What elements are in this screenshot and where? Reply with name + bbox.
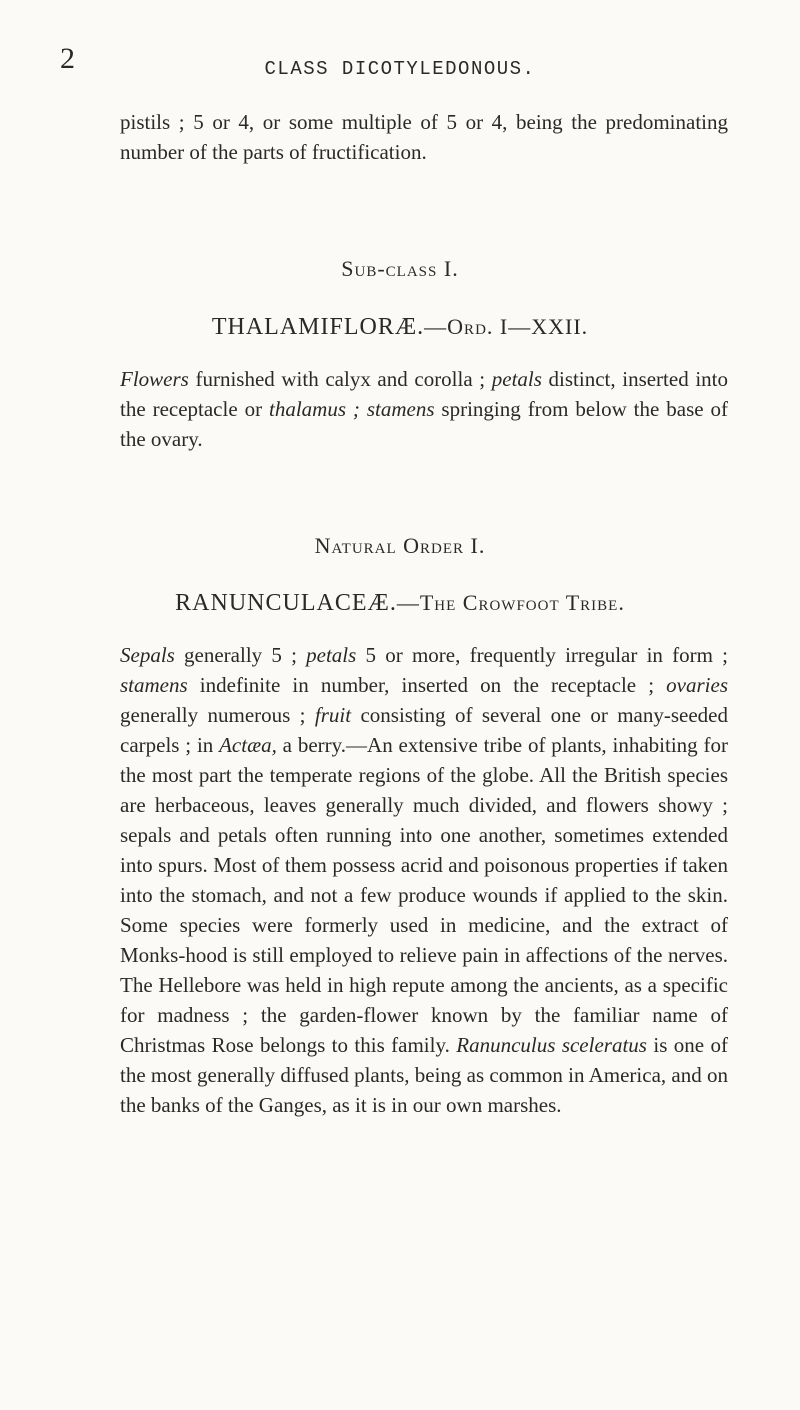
intro-paragraph: pistils ; 5 or 4, or some multiple of 5 or 4, being the predominating number of the parts of fructification.	[120, 110, 728, 164]
text-run: furnished with calyx and corolla ;	[188, 367, 492, 391]
term-actaea: Actæa,	[219, 733, 277, 757]
term-petals: petals	[306, 643, 357, 667]
term-sepals: Sepals	[120, 643, 175, 667]
text-run: a berry.—An extensive tribe of plants, inhabiting for the most part the temperate regions of the globe. All the British species are herbaceous, leaves generally much divided, and flowers showy ; sepals and petals often running into one another, sometimes extended into spurs. Most of them possess acrid and poisonous properties if taken into the stomach, and not a few produce wounds if applied to the skin. Some species were formerly used in medicine, and the extract of Monks-hood is still employed to relieve pain in affections of the nerves. The Hellebore was held in high repute among the ancients, as a specific for madness ; the garden-flower known by the familiar name of Christmas Rose belongs to this family.	[120, 733, 728, 1057]
order-description	[120, 640, 728, 1120]
term-stamens: stamens	[366, 397, 435, 421]
text-run	[360, 397, 367, 421]
term-thalamus: thalamus ;	[269, 397, 360, 421]
order-description-block	[120, 640, 728, 1120]
text-run: generally numerous ;	[120, 703, 315, 727]
order-title-name: RANUNCULACEÆ.	[175, 590, 397, 616]
subclass-title	[0, 314, 800, 341]
text-run: indefinite in number, inserted on the receptacle ;	[187, 673, 667, 697]
page-number: 2	[60, 42, 75, 75]
intro-paragraph-block	[120, 107, 728, 167]
subclass-title-suffix: —Ord. I—XXII.	[424, 314, 589, 339]
text-run: is one of the most generally diffused plants, being as common in America, and on the banks of the Ganges, as it is in our own marshes.	[120, 1033, 728, 1117]
subclass-heading: Sub-class I.	[341, 256, 459, 281]
term-fruit: fruit	[314, 703, 352, 727]
order-title-suffix: —The Crowfoot Tribe.	[396, 590, 625, 615]
term-petals: petals	[491, 367, 542, 391]
term-stamens: stamens	[120, 673, 188, 697]
subclass-description	[120, 364, 728, 454]
subclass-title-name: THALAMIFLORÆ.	[211, 314, 425, 340]
text-run: springing from below the base of the ovary.	[120, 397, 728, 451]
term-flowers: Flowers	[120, 367, 189, 391]
text-run: distinct, inserted into the receptacle or	[120, 367, 728, 421]
term-ovaries: ovaries	[666, 673, 728, 697]
order-title	[0, 590, 800, 617]
text-run: consisting of several one or many-seeded carpels ; in	[120, 703, 728, 757]
text-run: 5 or more, frequently irregular in form ;	[356, 643, 729, 667]
text-run: generally 5 ;	[174, 643, 307, 667]
running-head: CLASS DICOTYLEDONOUS.	[264, 58, 536, 80]
subclass-description-block	[120, 364, 728, 454]
term-ranunculus-sceleratus: Ranunculus sceleratus	[456, 1033, 647, 1057]
order-heading: Natural Order I.	[314, 533, 486, 558]
